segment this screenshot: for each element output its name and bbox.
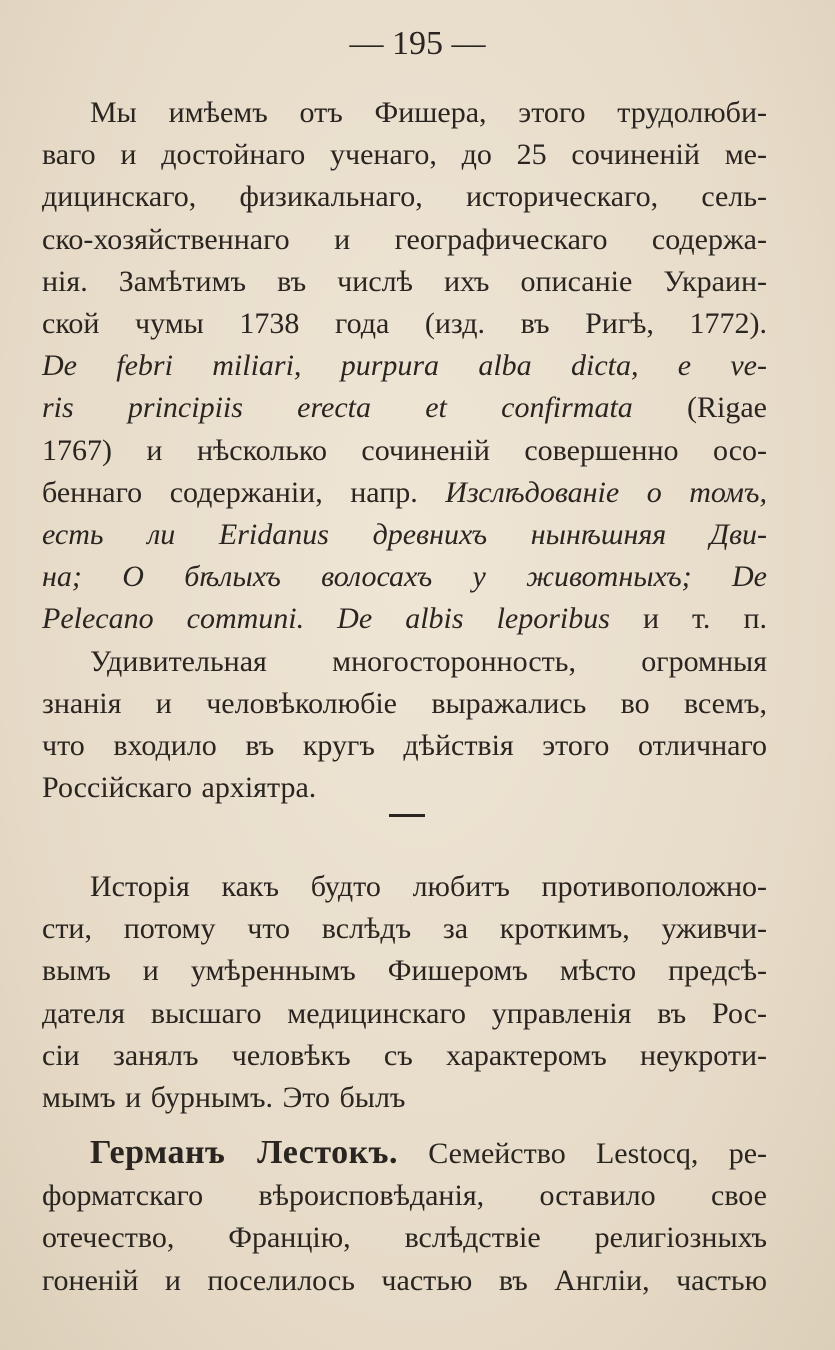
text-line: дателя высшаго медицинскаго управленія въ Рос- bbox=[42, 996, 767, 1030]
title-fragment: Изслѣдованіе о томъ, bbox=[445, 475, 767, 509]
text-line: отечество, Францію, вслѣдствіе религіозныхъ bbox=[42, 1221, 767, 1255]
text-line: мымъ и бурнымъ. Это былъ bbox=[42, 1081, 406, 1115]
text-fragment: и т. п. bbox=[609, 602, 768, 636]
text-line: Исторія какъ будто любитъ противоположно- bbox=[90, 870, 767, 903]
text-line bbox=[42, 387, 767, 429]
text-line: Мы имѣемъ отъ Фишера, этого трудолюби- bbox=[90, 96, 767, 129]
text-fragment: беннаго содержаніи, напр. bbox=[42, 475, 446, 509]
text-line: ской чумы 1738 года (изд. въ Ригѣ, 1772). bbox=[42, 307, 767, 341]
text-line bbox=[42, 472, 767, 514]
text-line: ваго и достойнаго ученаго, до 25 сочиненій ме- bbox=[42, 138, 767, 172]
text-line: ско-хозяйственнаго и географическаго содержа- bbox=[42, 222, 767, 256]
latin-title-fragment: ris principiis erecta et confirmata bbox=[42, 391, 633, 425]
text-line: гоненій и поселилось частью въ Англіи, частью bbox=[42, 1263, 767, 1297]
text-line: сіи занялъ человѣкъ съ характеромъ неукроти- bbox=[42, 1038, 767, 1072]
text-line: 1767) и нѣсколько сочиненій совершенно осо- bbox=[42, 433, 767, 467]
latin-title-fragment: De bbox=[691, 560, 767, 594]
text-line: Россійскаго архіятра. bbox=[42, 771, 317, 805]
title-line: есть ли Eridanus древнихъ нынѣшняя Дви- bbox=[42, 518, 767, 552]
text-line: что входило въ кругъ дѣйствія этого отличнаго bbox=[42, 729, 767, 763]
text-line: нія. Замѣтимъ въ числѣ ихъ описаніе Украин- bbox=[42, 264, 767, 298]
section-divider bbox=[389, 814, 425, 817]
text-line bbox=[42, 598, 767, 640]
text-line bbox=[42, 556, 767, 598]
paragraph-fischer bbox=[42, 92, 767, 809]
latin-title-fragment: Pelecano communi. De albis leporibus bbox=[42, 602, 610, 636]
text-line: вымъ и умѣреннымъ Фишеромъ мѣсто предсѣ- bbox=[42, 954, 767, 988]
text-line: форматскаго вѣроисповѣданія, оставило свое bbox=[42, 1179, 767, 1213]
page-number: — 195 — bbox=[349, 25, 486, 62]
text-line bbox=[42, 1132, 767, 1175]
text-line: Удивительная многосторонность, огромныя bbox=[90, 644, 767, 678]
paragraph-history bbox=[42, 866, 767, 1119]
text-line: знанія и человѣколюбіе выражались во всемъ, bbox=[42, 686, 767, 720]
text-fragment: (Rigae bbox=[632, 391, 768, 425]
text-fragment: Семейство Lestocq, ре- bbox=[398, 1137, 767, 1170]
text-line: дицинскаго, физикальнаго, историческаго, сель- bbox=[42, 180, 767, 214]
title-fragment: на; О бѣлыхъ волосахъ у животныхъ; bbox=[42, 560, 692, 594]
latin-title-line: De febri miliari, purpura alba dicta, e ve- bbox=[42, 349, 767, 383]
paragraph-lestocq bbox=[42, 1132, 767, 1302]
section-heading: Германъ Лестокъ. bbox=[90, 1134, 398, 1171]
text-line: сти, потому что вслѣдъ за кроткимъ, уживчи- bbox=[42, 912, 767, 946]
